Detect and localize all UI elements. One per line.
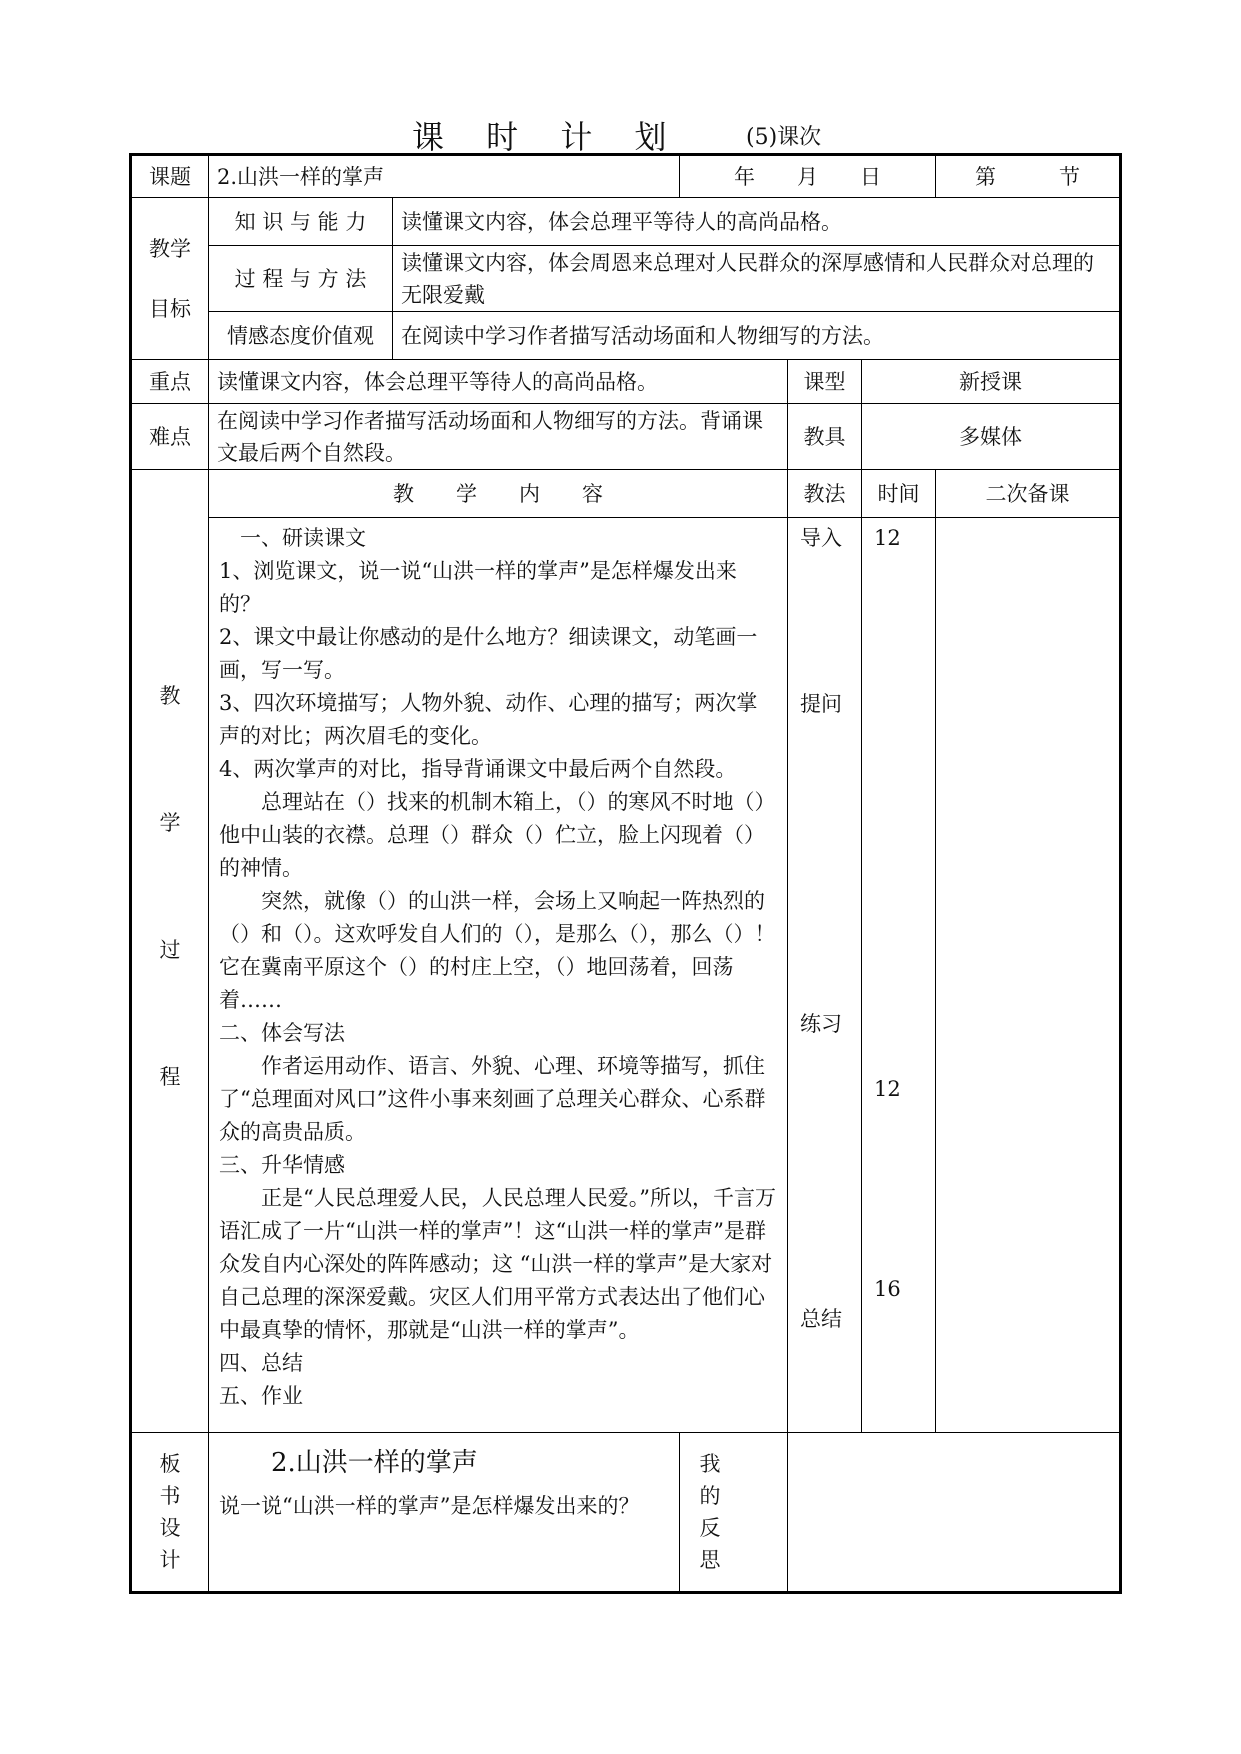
board-text: 说一说“山洪一样的掌声”是怎样爆发出来的？ (219, 1494, 640, 1518)
board-row (131, 1433, 1121, 1593)
topic-row (131, 155, 1121, 198)
time-item: 12 (874, 526, 901, 550)
review-header: 二次备课 (936, 470, 1121, 518)
content-line: 3、四次环境描写；人物外貌、动作、心理的描写；两次掌声的对比；两次眉毛的变化。 (219, 691, 758, 748)
time-item: 12 (874, 1077, 901, 1101)
topic-value: 2.山洪一样的掌声 (209, 155, 680, 198)
key-point-label: 重点 (131, 360, 209, 404)
process-body-row (131, 518, 1121, 1433)
key-point-text: 读懂课文内容，体会总理平等待人的高尚品格。 (209, 360, 788, 404)
difficulty-row (131, 404, 1121, 470)
content-line: 一、研读课文 (219, 526, 366, 550)
board-label: 板 书 设 计 (131, 1433, 209, 1593)
method-header: 教法 (788, 470, 862, 518)
objective-text-process: 读懂课文内容，体会周恩来总理对人民群众的深厚感情和人民群众对总理的无限爱戴 (393, 246, 1121, 312)
page-title (130, 112, 1130, 158)
content-line: 作者运用动作、语言、外貌、心理、环境等描写，抓住了“总理面对风口”这件小事来刻画了总理关心群众、心系群众的高贵品质。 (219, 1054, 766, 1144)
process-header-row (131, 470, 1121, 518)
content-line: 总理站在（）找来的机制木箱上，（）的寒风不时地（）他中山装的衣襟。总理（）群众（）伫立，脸上闪现着（）的神情。 (219, 790, 776, 880)
objective-label-knowledge: 知 识 与 能 力 (209, 198, 393, 246)
objectives-label: 教学 目标 (131, 198, 209, 360)
content-line: 五、作业 (219, 1384, 303, 1408)
objective-label-process: 过 程 与 方 法 (209, 246, 393, 312)
teaching-content (209, 518, 788, 1433)
method-item: 练习 (800, 1012, 843, 1036)
period-field: 第 节 (936, 155, 1121, 198)
content-line: 三、升华情感 (219, 1153, 345, 1177)
content-line: 二、体会写法 (219, 1021, 345, 1045)
review-column (936, 518, 1121, 1433)
topic-label: 课题 (131, 155, 209, 198)
reflection-area (788, 1433, 1121, 1593)
objective-label-emotion: 情感态度价值观 (209, 312, 393, 360)
date-field: 年 月 日 (680, 155, 936, 198)
time-column (862, 518, 936, 1433)
method-item: 提问 (800, 692, 843, 716)
objective-row-2 (131, 246, 1121, 312)
key-point-row (131, 360, 1121, 404)
reflection-label: 我 的 反 思 (680, 1433, 788, 1593)
difficulty-label: 难点 (131, 404, 209, 470)
lesson-type-value: 新授课 (862, 360, 1121, 404)
teaching-aids-label: 教具 (788, 404, 862, 470)
objective-text-emotion: 在阅读中学习作者描写活动场面和人物细写的方法。 (393, 312, 1121, 360)
time-item: 16 (874, 1277, 901, 1301)
objective-row-3 (131, 312, 1121, 360)
method-item: 导入 (800, 526, 843, 550)
lesson-plan-table (129, 153, 1122, 1594)
content-line: 正是“人民总理爱人民，人民总理人民爱。”所以，千言万语汇成了一片“山洪一样的掌声”！这“山洪一样的掌声”是群众发自内心深处的阵阵感动；这 “山洪一样的掌声”是大家对自己总理的深深爱戴。灾区人们用平常方式表达出了他们心中最真挚的情怀，那就是“山洪一样的掌声”。 (219, 1186, 776, 1342)
objective-row-1 (131, 198, 1121, 246)
method-item: 总结 (800, 1307, 843, 1331)
content-line: 四、总结 (219, 1351, 303, 1375)
difficulty-text: 在阅读中学习作者描写活动场面和人物细写的方法。背诵课文最后两个自然段。 (209, 404, 788, 470)
process-side-label: 教 学 过 程 (131, 470, 209, 1433)
time-header: 时间 (862, 470, 936, 518)
content-line: 1、浏览课文，说一说“山洪一样的掌声”是怎样爆发出来的？ (219, 559, 737, 616)
teaching-aids-value: 多媒体 (862, 404, 1121, 470)
content-line: 4、两次掌声的对比，指导背诵课文中最后两个自然段。 (219, 757, 737, 781)
lesson-type-label: 课型 (788, 360, 862, 404)
content-line: 突然，就像（）的山洪一样，会场上又响起一阵热烈的（）和（）。这欢呼发自人们的（），是那么（），那么（）！它在冀南平原这个（）的村庄上空，（）地回荡着，回荡着…… (219, 889, 776, 1012)
lesson-number: (5)课次 (746, 125, 822, 150)
board-design (209, 1433, 680, 1593)
content-header: 教 学 内 容 (209, 470, 788, 518)
board-title: 2.山洪一样的掌声 (271, 1448, 478, 1478)
plan-title: 课 时 计 划 (412, 118, 683, 156)
content-line: 2、课文中最让你感动的是什么地方？细读课文，动笔画一画，写一写。 (219, 625, 758, 682)
objective-text-knowledge: 读懂课文内容，体会总理平等待人的高尚品格。 (393, 198, 1121, 246)
method-column (788, 518, 862, 1433)
